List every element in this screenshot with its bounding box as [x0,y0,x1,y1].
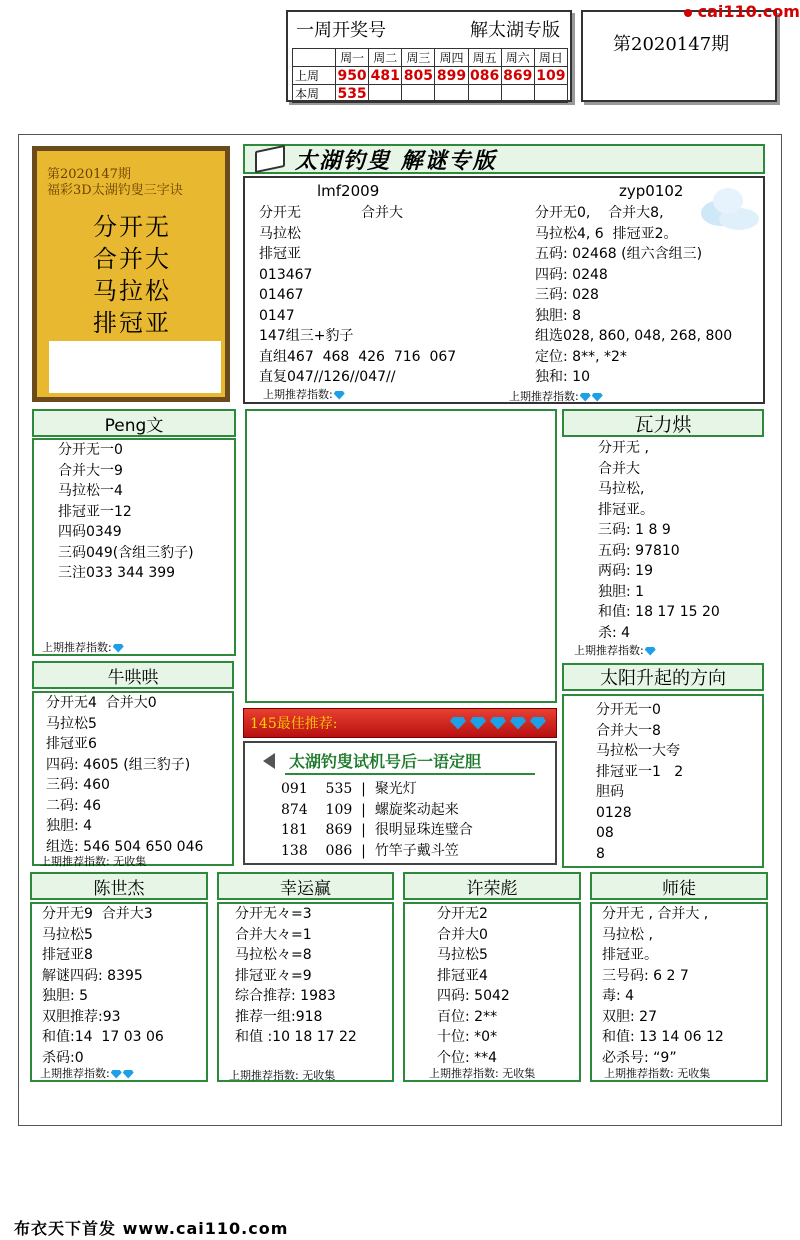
xu-line: 十位: *0* [437,1029,498,1045]
site-name: cai110.com [697,2,800,21]
sun-line: 胆码 [596,784,624,800]
niu-line: 二码: 46 [46,797,101,814]
shi-line: 马拉松 , [602,926,653,943]
draw-number [501,85,534,103]
sun-title: 太阳升起的方向 [600,668,726,689]
lmf-pick: 合并大 [361,205,403,221]
peng-box [32,438,236,656]
chen-line: 杀码:0 [42,1049,84,1066]
peng-line: 马拉松一4 [58,483,123,499]
sun-line: 合并大一8 [596,722,661,739]
xu-line: 个位: **4 [437,1049,498,1066]
trial-box [243,741,557,865]
xing-box [217,902,394,1082]
wa-line: 排冠亚。 [598,501,654,518]
zyp-line: 马拉松4, 6 排冠亚2。 [535,225,678,242]
xing-line: 马拉松々=8 [235,947,312,963]
zyp-line: 五码: 02468 (组六含组三) [535,246,703,262]
wa-line: 独胆: 1 [598,583,645,600]
day-header: 周二 [369,49,402,67]
xing-line: 排冠亚々=9 [235,967,312,984]
center-blank-box [245,409,557,703]
wa-line: 和值: 18 17 15 20 [598,604,720,620]
shi-line: 毒: 4 [602,988,635,1004]
diamond-icon [592,393,603,402]
poster-phrase: 马拉松 [93,277,171,305]
wa-line: 马拉松, [598,481,645,497]
niu-line: 分开无4 合并大0 [46,695,157,711]
shi-box [590,902,768,1082]
diamond-icon [111,1070,122,1079]
peng-line: 三码049(含组三豹子) [58,544,194,561]
xing-title-bar [217,872,394,900]
zyp-footer: 上期推荐指数: [509,388,603,404]
draw-number: 950 [337,67,367,84]
draw-number [534,85,567,103]
chen-line: 独胆: 5 [42,988,89,1004]
chen-line: 双胆推荐:93 [42,1008,121,1025]
wa-footer: 上期推荐指数: [574,642,656,658]
best-recommend-label: 145最佳推荐: [250,716,338,732]
wa-box [562,438,764,656]
draw-number [435,85,468,103]
zyp-line: 组选028, 860, 048, 268, 800 [535,328,733,344]
table-row [293,85,568,103]
main-title-bar [243,144,765,174]
wa-line: 分开无 , [598,440,649,456]
day-header: 周六 [501,49,534,67]
row-label: 本周 [293,85,336,103]
xu-line: 百位: 2** [437,1008,498,1025]
lmf-line: 马拉松 [259,225,301,242]
xing-line: 推荐一组:918 [235,1008,323,1025]
trial-row: 181 869 | 很明显珠连璧合 [281,822,473,838]
day-header: 周三 [402,49,435,67]
poster-phrase: 排冠亚 [93,309,171,337]
zyp-name: zyp0102 [619,182,684,200]
issue-box [581,10,777,102]
best-recommend-bar [243,708,557,738]
peng-title-bar [32,409,236,437]
poster-blank-area [49,341,221,393]
sun-line: 排冠亚一1 2 [596,763,684,780]
draw-number: 481 [370,67,400,84]
niu-title: 牛哄哄 [107,667,159,688]
bottom-credit: 布衣天下首发 www.cai110.com [14,1219,289,1238]
day-header: 周一 [336,49,369,67]
poster [32,146,230,402]
chen-box [30,902,208,1082]
day-header: 周日 [534,49,567,67]
xing-footer: 上期推荐指数: 无收集 [229,1069,336,1082]
chen-title: 陈世杰 [93,878,145,899]
shi-line: 和值: 13 14 06 12 [602,1029,724,1045]
xu-footer: 上期推荐指数: 无收集 [429,1067,536,1080]
draw-results-panel [286,10,572,102]
xing-line: 合并大々=1 [235,926,312,943]
lmf-line: 排冠亚 [259,246,301,262]
draw-number: 899 [436,67,467,84]
xing-line: 综合推荐: 1983 [235,988,336,1004]
peng-line: 排冠亚一12 [58,503,132,520]
chen-footer: 上期推荐指数: [40,1065,134,1081]
zyp-line: 定位: 8**, *2* [535,348,627,365]
draw-number [468,85,501,103]
niu-line: 马拉松5 [46,715,97,732]
trial-title: 太湖钓叟试机号后一语定胆 [289,752,482,771]
peng-line: 四码0349 [58,524,122,540]
niu-line: 排冠亚6 [46,736,97,752]
diamond-icon [470,717,486,730]
draw-number: 086 [470,67,500,84]
chen-title-bar [30,872,208,900]
lmf-line: 0147 [259,307,295,324]
diamond-icon [450,717,466,730]
diamond-icon [123,1070,134,1079]
shi-line: 必杀号: “9” [602,1049,677,1066]
peng-line: 分开无一0 [58,442,123,458]
logo-dot-icon [684,9,692,17]
peng-title: Peng文 [104,415,164,436]
shi-line: 双胆: 27 [602,1008,657,1025]
main-title: 太湖钓叟 解谜专版 [295,147,497,174]
draw-number: 869 [503,67,533,84]
lmf-line: 01467 [259,287,304,303]
peng-line: 合并大一9 [58,462,123,479]
wa-title-bar [562,409,764,437]
wa-line: 五码: 97810 [598,542,680,559]
day-header: 周四 [435,49,468,67]
wa-line: 两码: 19 [598,563,653,579]
chen-line: 排冠亚8 [42,947,93,963]
niu-line: 组选: 546 504 650 046 [46,838,204,855]
lmf-name: lmf2009 [317,182,380,200]
draw-number: 535 [337,85,367,102]
xing-title: 幸运赢 [280,878,331,899]
chen-line: 和值:14 17 03 06 [42,1029,164,1045]
niu-footer: 上期推荐指数: 无收集 [40,855,147,868]
draw-number [402,85,435,103]
niu-box [32,691,234,866]
book-icon [255,145,285,173]
wa-line: 合并大 [598,460,640,477]
shi-footer: 上期推荐指数: 无收集 [604,1067,711,1080]
shi-line: 三号码: 6 2 7 [602,967,689,984]
poster-issue: 第2020147期 [47,167,131,182]
niu-line: 独胆: 4 [46,818,93,834]
draw-number: 109 [536,67,566,84]
poster-subtitle: 福彩3D太湖钓叟三字诀 [47,183,183,198]
sun-line: 08 [596,825,614,841]
chen-line: 分开无9 合并大3 [42,906,153,922]
speaker-icon [263,753,275,769]
sun-title-bar [562,663,764,691]
draw-results-title: 一周开奖号 [296,20,386,41]
diamond-icon [510,717,526,730]
lmf-zyp-box [243,176,765,404]
chen-line: 马拉松5 [42,926,93,943]
table-row [293,67,568,85]
poster-phrase: 分开无 [93,213,171,241]
diamond-icon [530,717,546,730]
day-header: 周五 [468,49,501,67]
peng-line: 三注033 344 399 [58,565,176,581]
poster-phrase: 合并大 [93,245,171,273]
xu-title-bar [403,872,581,900]
shi-line: 排冠亚。 [602,947,658,963]
lmf-footer: 上期推荐指数: [263,386,345,402]
draw-number [369,85,402,103]
shi-title: 师徒 [662,878,696,899]
row-label: 上周 [293,67,336,85]
draw-number: 805 [403,67,433,84]
xing-line: 分开无々=3 [235,906,312,922]
sun-line: 分开无一0 [596,702,661,718]
diamond-icon [645,647,656,656]
diamond-icon [490,717,506,730]
xu-line: 排冠亚4 [437,967,488,984]
xu-line: 四码: 5042 [437,988,510,1004]
xu-line: 马拉松5 [437,947,488,963]
draw-table [292,48,568,103]
niu-line: 四码: 4605 (组三豹子) [46,756,191,773]
wa-title: 瓦力烘 [634,413,692,436]
site-logo [684,2,800,21]
xu-title: 许荣彪 [466,878,518,899]
diamond-icon [113,644,124,653]
xu-line: 合并大0 [437,926,488,943]
xing-line: 和值 :10 18 17 22 [235,1029,357,1045]
trial-title-underline [285,773,535,775]
zyp-line: 三码: 028 [535,287,599,303]
diamond-icon [580,393,591,402]
sun-box [562,694,764,868]
zyp-line: 独和: 10 [535,369,590,385]
lmf-pick: 分开无 [259,205,301,221]
diamond-icon [334,391,345,400]
xu-box [403,902,581,1082]
trial-row: 874 109 | 螺旋桨动起来 [281,801,459,818]
lmf-line: 013467 [259,266,313,283]
zyp-line: 分开无0, 合并大8, [535,205,664,221]
wa-line: 三码: 1 8 9 [598,522,671,538]
edition-title: 解太湖专版 [470,20,560,41]
zyp-line: 独胆: 8 [535,307,582,324]
lmf-line: 直复047//126//047// [259,369,396,385]
trial-row: 091 535 | 聚光灯 [281,781,417,797]
shi-title-bar [590,872,768,900]
trial-row: 138 086 | 竹竿子戴斗笠 [281,842,459,859]
issue-number: 第2020147期 [613,34,730,55]
sun-line: 8 [596,845,605,862]
niu-line: 三码: 460 [46,777,110,793]
lmf-line: 147组三+豹子 [259,328,354,344]
zyp-line: 四码: 0248 [535,266,608,283]
xu-line: 分开无2 [437,906,488,922]
sun-line: 0128 [596,804,632,821]
shi-line: 分开无 , 合并大 , [602,906,709,922]
chen-line: 解谜四码: 8395 [42,967,143,984]
sun-line: 马拉松一大夸 [596,743,680,759]
niu-title-bar [32,661,234,689]
lmf-line: 直组467 468 426 716 067 [259,348,457,365]
peng-footer: 上期推荐指数: [42,639,124,655]
wa-line: 杀: 4 [598,624,631,641]
